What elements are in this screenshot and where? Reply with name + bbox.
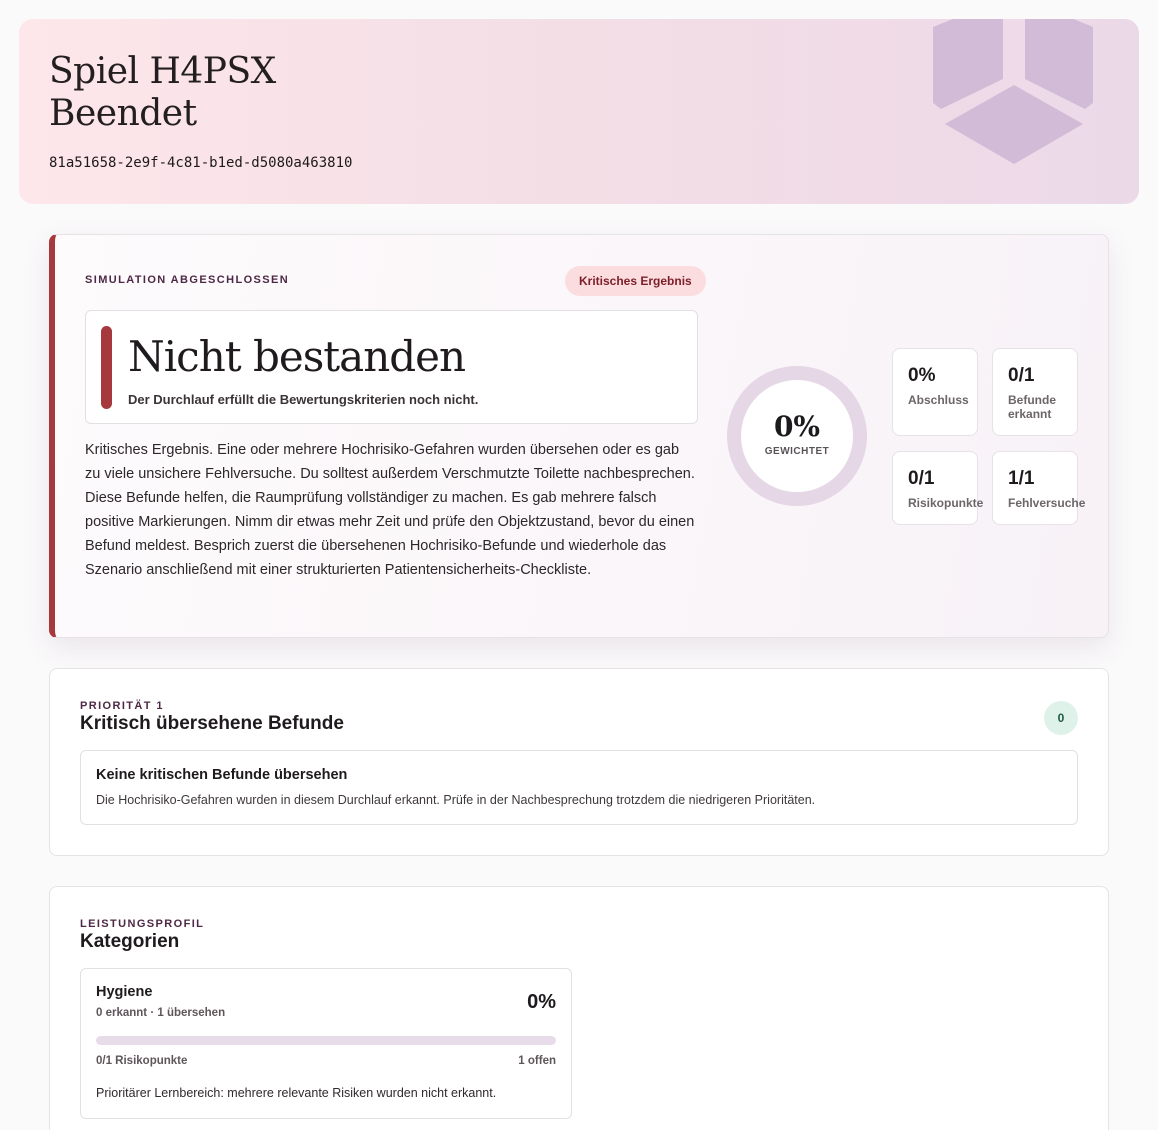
category-card-hygiene xyxy=(80,968,572,1119)
stat-value: 0/1 xyxy=(1008,365,1035,386)
game-id: 81a51658-2e9f-4c81-b1ed-d5080a463810 xyxy=(49,155,353,171)
category-progress-bar xyxy=(96,1036,556,1045)
stat-failed-attempts xyxy=(992,451,1086,525)
game-header xyxy=(19,19,1139,204)
category-summary: 0 erkannt · 1 übersehen xyxy=(96,1007,226,1019)
verdict-accent-bar xyxy=(101,326,112,409)
section-title: Kritisch übersehene Befunde xyxy=(80,713,344,734)
section-title: Kategorien xyxy=(80,931,180,952)
categories-card xyxy=(49,886,1109,1130)
result-card xyxy=(49,234,1109,638)
category-name: Hygiene xyxy=(96,984,153,1000)
stat-findings xyxy=(992,348,1078,436)
cube-logo-icon xyxy=(933,19,1095,169)
section-kicker: PRIORITÄT 1 xyxy=(80,700,164,712)
category-percent: 0% xyxy=(527,991,556,1013)
item-text: Die Hochrisiko-Gefahren wurden in diesem Durchlauf erkannt. Prüfe in der Nachbesprechung trotzdem die niedrigeren Prioritäten. xyxy=(96,793,816,807)
item-title: Keine kritischen Befunde übersehen xyxy=(96,767,348,783)
page-title-line2: Beendet xyxy=(49,93,197,134)
page-title-line1: Spiel H4PSX xyxy=(49,51,276,92)
stat-label: Befunde erkannt xyxy=(1008,393,1056,421)
section-kicker: LEISTUNGSPROFIL xyxy=(80,918,205,930)
stat-completion xyxy=(892,348,978,436)
category-note: Prioritärer Lernbereich: mehrere relevante Risiken wurden nicht erkannt. xyxy=(96,1086,497,1100)
verdict-box xyxy=(85,310,698,424)
stat-label: Risikopunkte xyxy=(908,496,984,510)
category-risk-points: 0/1 Risikopunkte xyxy=(96,1055,188,1067)
missed-findings-card xyxy=(49,668,1109,856)
verdict-subtitle: Der Durchlauf erfüllt die Bewertungskriterien noch nicht. xyxy=(128,392,479,407)
score-ring xyxy=(727,366,867,506)
count-badge: 0 xyxy=(1044,701,1078,735)
stat-value: 0/1 xyxy=(908,468,935,489)
result-kicker: SIMULATION ABGESCHLOSSEN xyxy=(85,274,290,286)
category-open-count: 1 offen xyxy=(518,1055,556,1067)
result-summary: Kritisches Ergebnis. Eine oder mehrere Hochrisiko-Gefahren wurden übersehen oder es gab zu viele unsichere Fehlversuche. Du solltest außerdem Verschmutzte Toilette nachbesprechen. Diese Befunde helfen, die Raumprüfung vollständiger zu machen. Es gab mehrere falsch positive Markierungen. Nimm dir etwas mehr Zeit und prüfe den Objektzustand, bevor du einen Befund meldest. Besprich zuerst die übersehenen Hochrisiko-Befunde und wiederhole das Szenario anschließend mit einer strukturierten Patientensicherheits-Checkliste. xyxy=(85,442,695,578)
score-value: 0% xyxy=(773,410,821,443)
stat-label: Fehlversuche xyxy=(1008,496,1086,510)
stat-risk-points xyxy=(892,451,984,525)
score-label: GEWICHTET xyxy=(764,446,830,457)
missed-findings-item xyxy=(80,750,1078,825)
stat-value: 0% xyxy=(908,365,936,386)
verdict-title: Nicht bestanden xyxy=(128,332,466,381)
stat-value: 1/1 xyxy=(1008,468,1035,489)
stat-label: Abschluss xyxy=(908,393,969,407)
page-title xyxy=(49,51,276,135)
status-badge: Kritisches Ergebnis xyxy=(565,266,706,296)
